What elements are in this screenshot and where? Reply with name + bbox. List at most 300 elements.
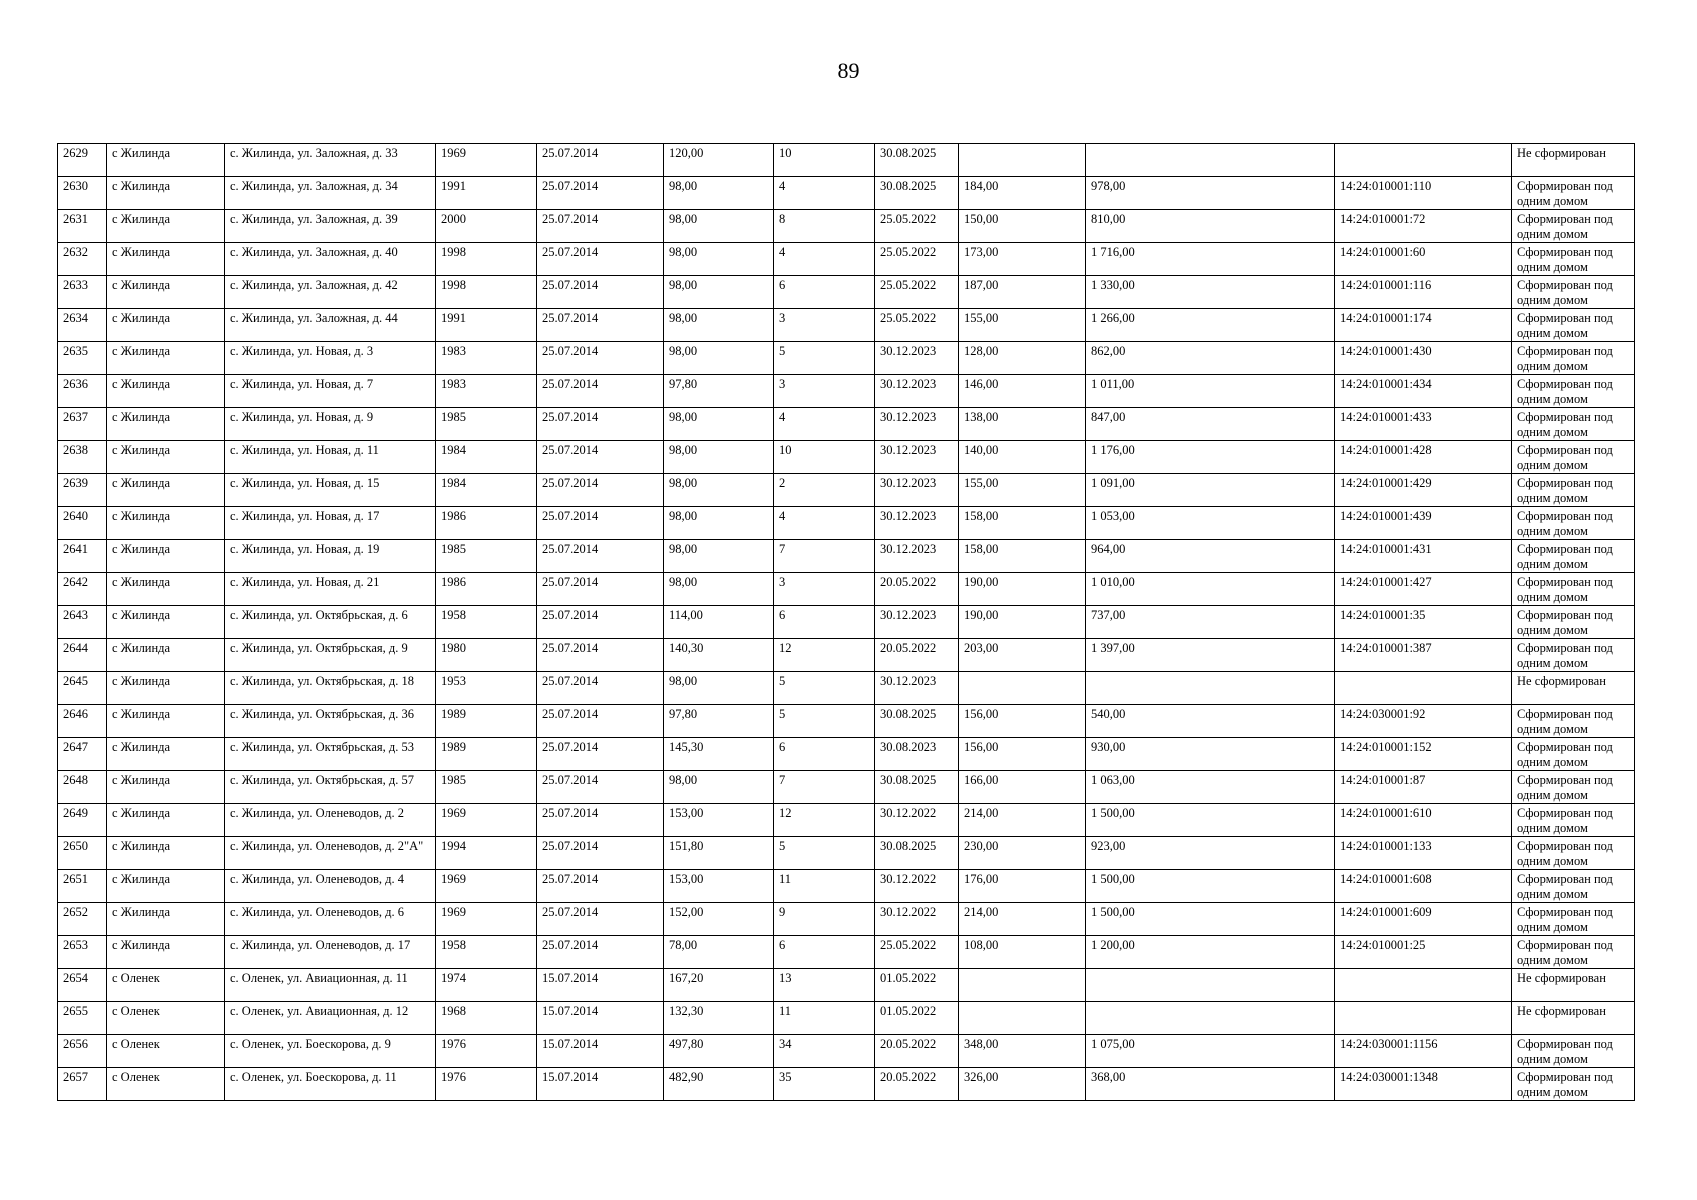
residents-cell: 34 [774, 1035, 875, 1068]
land-area-b-cell: 540,00 [1086, 705, 1335, 738]
row-number-cell: 2650 [58, 837, 107, 870]
address-cell: с. Оленек, ул. Авиационная, д. 11 [225, 969, 436, 1002]
address-cell: с. Жилинда, ул. Оленеводов, д. 4 [225, 870, 436, 903]
year-built-cell: 1976 [436, 1035, 537, 1068]
address-cell: с. Жилинда, ул. Октябрьская, д. 9 [225, 639, 436, 672]
residents-cell: 7 [774, 771, 875, 804]
address-cell: с. Жилинда, ул. Оленеводов, д. 2 [225, 804, 436, 837]
land-area-b-cell: 1 010,00 [1086, 573, 1335, 606]
residents-cell: 11 [774, 870, 875, 903]
address-cell: с. Жилинда, ул. Оленеводов, д. 6 [225, 903, 436, 936]
land-status-cell: Не сформирован [1512, 969, 1635, 1002]
deadline-cell: 30.12.2023 [875, 606, 959, 639]
land-area-b-cell: 847,00 [1086, 408, 1335, 441]
cadastral-number-cell: 14:24:010001:110 [1335, 177, 1512, 210]
deadline-cell: 30.12.2023 [875, 441, 959, 474]
residents-cell: 3 [774, 309, 875, 342]
year-built-cell: 1991 [436, 177, 537, 210]
land-area-b-cell: 810,00 [1086, 210, 1335, 243]
registration-date-cell: 25.07.2014 [537, 606, 664, 639]
table-row [58, 705, 1635, 738]
row-number-cell: 2655 [58, 1002, 107, 1035]
deadline-cell: 30.08.2025 [875, 705, 959, 738]
land-status-cell: Сформирован под одним домом [1512, 210, 1635, 243]
year-built-cell: 1976 [436, 1068, 537, 1101]
registration-date-cell: 25.07.2014 [537, 408, 664, 441]
row-number-cell: 2642 [58, 573, 107, 606]
land-area-a-cell: 166,00 [959, 771, 1086, 804]
land-area-a-cell: 173,00 [959, 243, 1086, 276]
land-status-cell: Сформирован под одним домом [1512, 276, 1635, 309]
deadline-cell: 30.12.2023 [875, 375, 959, 408]
settlement-cell: с Жилинда [107, 639, 225, 672]
table-row [58, 144, 1635, 177]
land-area-a-cell: 230,00 [959, 837, 1086, 870]
settlement-cell: с Жилинда [107, 408, 225, 441]
area-cell: 140,30 [664, 639, 774, 672]
cadastral-number-cell: 14:24:010001:608 [1335, 870, 1512, 903]
area-cell: 97,80 [664, 705, 774, 738]
cadastral-number-cell: 14:24:010001:433 [1335, 408, 1512, 441]
land-area-b-cell: 964,00 [1086, 540, 1335, 573]
settlement-cell: с Жилинда [107, 177, 225, 210]
settlement-cell: с Жилинда [107, 870, 225, 903]
land-status-cell: Сформирован под одним домом [1512, 375, 1635, 408]
table-row [58, 771, 1635, 804]
land-area-b-cell: 1 330,00 [1086, 276, 1335, 309]
registration-date-cell: 15.07.2014 [537, 1035, 664, 1068]
table-row [58, 408, 1635, 441]
residents-cell: 6 [774, 738, 875, 771]
land-status-cell: Сформирован под одним домом [1512, 738, 1635, 771]
land-status-cell: Сформирован под одним домом [1512, 243, 1635, 276]
land-status-cell: Сформирован под одним домом [1512, 606, 1635, 639]
row-number-cell: 2645 [58, 672, 107, 705]
year-built-cell: 1985 [436, 540, 537, 573]
registration-date-cell: 25.07.2014 [537, 210, 664, 243]
year-built-cell: 1986 [436, 573, 537, 606]
land-status-cell: Сформирован под одним домом [1512, 870, 1635, 903]
land-status-cell: Сформирован под одним домом [1512, 540, 1635, 573]
registration-date-cell: 25.07.2014 [537, 870, 664, 903]
table-row [58, 210, 1635, 243]
table-row [58, 1068, 1635, 1101]
housing-registry-table [57, 143, 1635, 1101]
table-row [58, 606, 1635, 639]
row-number-cell: 2648 [58, 771, 107, 804]
deadline-cell: 25.05.2022 [875, 936, 959, 969]
settlement-cell: с Жилинда [107, 705, 225, 738]
row-number-cell: 2636 [58, 375, 107, 408]
table-row [58, 573, 1635, 606]
land-area-a-cell: 214,00 [959, 804, 1086, 837]
residents-cell: 2 [774, 474, 875, 507]
address-cell: с. Жилинда, ул. Оленеводов, д. 17 [225, 936, 436, 969]
table-row [58, 870, 1635, 903]
table-row [58, 474, 1635, 507]
row-number-cell: 2640 [58, 507, 107, 540]
residents-cell: 6 [774, 276, 875, 309]
land-area-a-cell: 176,00 [959, 870, 1086, 903]
registration-date-cell: 25.07.2014 [537, 705, 664, 738]
land-status-cell: Сформирован под одним домом [1512, 441, 1635, 474]
year-built-cell: 1983 [436, 375, 537, 408]
deadline-cell: 01.05.2022 [875, 969, 959, 1002]
land-status-cell: Сформирован под одним домом [1512, 804, 1635, 837]
registration-date-cell: 25.07.2014 [537, 639, 664, 672]
land-area-b-cell: 1 200,00 [1086, 936, 1335, 969]
land-status-cell: Сформирован под одним домом [1512, 1035, 1635, 1068]
area-cell: 98,00 [664, 474, 774, 507]
registration-date-cell: 25.07.2014 [537, 738, 664, 771]
year-built-cell: 2000 [436, 210, 537, 243]
area-cell: 98,00 [664, 573, 774, 606]
deadline-cell: 25.05.2022 [875, 309, 959, 342]
land-area-b-cell [1086, 969, 1335, 1002]
cadastral-number-cell [1335, 1002, 1512, 1035]
land-area-a-cell [959, 969, 1086, 1002]
registration-date-cell: 25.07.2014 [537, 276, 664, 309]
table-row [58, 177, 1635, 210]
table-row [58, 243, 1635, 276]
residents-cell: 4 [774, 408, 875, 441]
address-cell: с. Жилинда, ул. Октябрьская, д. 53 [225, 738, 436, 771]
address-cell: с. Жилинда, ул. Новая, д. 11 [225, 441, 436, 474]
year-built-cell: 1974 [436, 969, 537, 1002]
area-cell: 98,00 [664, 177, 774, 210]
residents-cell: 5 [774, 837, 875, 870]
land-status-cell: Сформирован под одним домом [1512, 705, 1635, 738]
residents-cell: 13 [774, 969, 875, 1002]
land-area-b-cell [1086, 144, 1335, 177]
year-built-cell: 1989 [436, 705, 537, 738]
settlement-cell: с Жилинда [107, 936, 225, 969]
settlement-cell: с Оленек [107, 1068, 225, 1101]
residents-cell: 7 [774, 540, 875, 573]
land-area-b-cell: 1 266,00 [1086, 309, 1335, 342]
address-cell: с. Жилинда, ул. Заложная, д. 39 [225, 210, 436, 243]
land-area-a-cell: 146,00 [959, 375, 1086, 408]
row-number-cell: 2629 [58, 144, 107, 177]
table-row [58, 738, 1635, 771]
table-row [58, 276, 1635, 309]
land-area-a-cell: 128,00 [959, 342, 1086, 375]
settlement-cell: с Жилинда [107, 540, 225, 573]
area-cell: 98,00 [664, 243, 774, 276]
year-built-cell: 1968 [436, 1002, 537, 1035]
row-number-cell: 2630 [58, 177, 107, 210]
residents-cell: 8 [774, 210, 875, 243]
residents-cell: 12 [774, 639, 875, 672]
residents-cell: 3 [774, 375, 875, 408]
registration-date-cell: 25.07.2014 [537, 342, 664, 375]
registration-date-cell: 25.07.2014 [537, 771, 664, 804]
residents-cell: 6 [774, 936, 875, 969]
land-area-b-cell: 1 397,00 [1086, 639, 1335, 672]
address-cell: с. Жилинда, ул. Новая, д. 7 [225, 375, 436, 408]
cadastral-number-cell [1335, 969, 1512, 1002]
deadline-cell: 30.12.2022 [875, 804, 959, 837]
row-number-cell: 2643 [58, 606, 107, 639]
registration-date-cell: 25.07.2014 [537, 936, 664, 969]
deadline-cell: 30.08.2025 [875, 837, 959, 870]
land-status-cell: Сформирован под одним домом [1512, 1068, 1635, 1101]
address-cell: с. Оленек, ул. Боескорова, д. 9 [225, 1035, 436, 1068]
address-cell: с. Жилинда, ул. Октябрьская, д. 6 [225, 606, 436, 639]
settlement-cell: с Жилинда [107, 276, 225, 309]
table-row [58, 936, 1635, 969]
land-area-b-cell: 1 500,00 [1086, 903, 1335, 936]
area-cell: 132,30 [664, 1002, 774, 1035]
cadastral-number-cell: 14:24:010001:60 [1335, 243, 1512, 276]
cadastral-number-cell: 14:24:010001:609 [1335, 903, 1512, 936]
table-row [58, 375, 1635, 408]
deadline-cell: 30.08.2025 [875, 177, 959, 210]
area-cell: 482,90 [664, 1068, 774, 1101]
deadline-cell: 30.12.2023 [875, 474, 959, 507]
year-built-cell: 1969 [436, 804, 537, 837]
address-cell: с. Жилинда, ул. Октябрьская, д. 57 [225, 771, 436, 804]
year-built-cell: 1953 [436, 672, 537, 705]
deadline-cell: 30.12.2023 [875, 672, 959, 705]
table-row [58, 309, 1635, 342]
cadastral-number-cell: 14:24:010001:430 [1335, 342, 1512, 375]
row-number-cell: 2634 [58, 309, 107, 342]
table-row [58, 837, 1635, 870]
settlement-cell: с Жилинда [107, 441, 225, 474]
land-area-b-cell: 923,00 [1086, 837, 1335, 870]
area-cell: 497,80 [664, 1035, 774, 1068]
land-status-cell: Сформирован под одним домом [1512, 639, 1635, 672]
land-area-b-cell: 1 011,00 [1086, 375, 1335, 408]
residents-cell: 4 [774, 243, 875, 276]
registration-date-cell: 25.07.2014 [537, 903, 664, 936]
year-built-cell: 1985 [436, 771, 537, 804]
year-built-cell: 1994 [436, 837, 537, 870]
land-area-a-cell [959, 672, 1086, 705]
residents-cell: 4 [774, 507, 875, 540]
area-cell: 152,00 [664, 903, 774, 936]
land-area-b-cell: 737,00 [1086, 606, 1335, 639]
table-row [58, 903, 1635, 936]
cadastral-number-cell: 14:24:030001:92 [1335, 705, 1512, 738]
row-number-cell: 2631 [58, 210, 107, 243]
row-number-cell: 2639 [58, 474, 107, 507]
land-status-cell: Сформирован под одним домом [1512, 837, 1635, 870]
row-number-cell: 2646 [58, 705, 107, 738]
year-built-cell: 1969 [436, 144, 537, 177]
row-number-cell: 2657 [58, 1068, 107, 1101]
settlement-cell: с Жилинда [107, 243, 225, 276]
settlement-cell: с Оленек [107, 969, 225, 1002]
cadastral-number-cell: 14:24:010001:387 [1335, 639, 1512, 672]
cadastral-number-cell: 14:24:010001:72 [1335, 210, 1512, 243]
cadastral-number-cell: 14:24:010001:439 [1335, 507, 1512, 540]
deadline-cell: 30.12.2023 [875, 540, 959, 573]
land-status-cell: Сформирован под одним домом [1512, 408, 1635, 441]
land-area-a-cell: 214,00 [959, 903, 1086, 936]
land-area-a-cell: 156,00 [959, 705, 1086, 738]
cadastral-number-cell: 14:24:010001:428 [1335, 441, 1512, 474]
land-area-a-cell: 108,00 [959, 936, 1086, 969]
table-row [58, 507, 1635, 540]
area-cell: 98,00 [664, 771, 774, 804]
land-area-b-cell: 1 091,00 [1086, 474, 1335, 507]
area-cell: 98,00 [664, 342, 774, 375]
residents-cell: 12 [774, 804, 875, 837]
land-area-b-cell: 1 716,00 [1086, 243, 1335, 276]
land-area-b-cell: 1 053,00 [1086, 507, 1335, 540]
cadastral-number-cell: 14:24:010001:174 [1335, 309, 1512, 342]
year-built-cell: 1958 [436, 606, 537, 639]
row-number-cell: 2653 [58, 936, 107, 969]
table-row [58, 1002, 1635, 1035]
cadastral-number-cell: 14:24:010001:434 [1335, 375, 1512, 408]
area-cell: 98,00 [664, 540, 774, 573]
year-built-cell: 1989 [436, 738, 537, 771]
row-number-cell: 2633 [58, 276, 107, 309]
registration-date-cell: 25.07.2014 [537, 375, 664, 408]
land-area-b-cell [1086, 1002, 1335, 1035]
row-number-cell: 2635 [58, 342, 107, 375]
settlement-cell: с Жилинда [107, 210, 225, 243]
year-built-cell: 1998 [436, 243, 537, 276]
land-area-a-cell: 190,00 [959, 606, 1086, 639]
settlement-cell: с Жилинда [107, 375, 225, 408]
land-area-b-cell: 1 063,00 [1086, 771, 1335, 804]
land-area-b-cell: 368,00 [1086, 1068, 1335, 1101]
area-cell: 78,00 [664, 936, 774, 969]
registration-date-cell: 25.07.2014 [537, 837, 664, 870]
settlement-cell: с Жилинда [107, 672, 225, 705]
registration-date-cell: 15.07.2014 [537, 1068, 664, 1101]
year-built-cell: 1969 [436, 903, 537, 936]
cadastral-number-cell: 14:24:010001:431 [1335, 540, 1512, 573]
deadline-cell: 30.08.2025 [875, 144, 959, 177]
cadastral-number-cell: 14:24:010001:25 [1335, 936, 1512, 969]
land-area-a-cell: 140,00 [959, 441, 1086, 474]
page-number: 89 [837, 58, 860, 83]
cadastral-number-cell: 14:24:030001:1348 [1335, 1068, 1512, 1101]
cadastral-number-cell [1335, 672, 1512, 705]
year-built-cell: 1969 [436, 870, 537, 903]
year-built-cell: 1986 [436, 507, 537, 540]
land-status-cell: Сформирован под одним домом [1512, 309, 1635, 342]
land-area-b-cell [1086, 672, 1335, 705]
land-area-a-cell: 155,00 [959, 474, 1086, 507]
year-built-cell: 1983 [436, 342, 537, 375]
area-cell: 98,00 [664, 507, 774, 540]
land-status-cell: Сформирован под одним домом [1512, 177, 1635, 210]
cadastral-number-cell: 14:24:010001:152 [1335, 738, 1512, 771]
area-cell: 98,00 [664, 672, 774, 705]
registration-date-cell: 25.07.2014 [537, 309, 664, 342]
residents-cell: 10 [774, 441, 875, 474]
land-status-cell: Не сформирован [1512, 1002, 1635, 1035]
area-cell: 151,80 [664, 837, 774, 870]
address-cell: с. Жилинда, ул. Новая, д. 9 [225, 408, 436, 441]
cadastral-number-cell: 14:24:010001:35 [1335, 606, 1512, 639]
row-number-cell: 2656 [58, 1035, 107, 1068]
settlement-cell: с Жилинда [107, 837, 225, 870]
area-cell: 97,80 [664, 375, 774, 408]
area-cell: 98,00 [664, 276, 774, 309]
residents-cell: 10 [774, 144, 875, 177]
residents-cell: 35 [774, 1068, 875, 1101]
residents-cell: 6 [774, 606, 875, 639]
settlement-cell: с Оленек [107, 1002, 225, 1035]
address-cell: с. Жилинда, ул. Новая, д. 19 [225, 540, 436, 573]
address-cell: с. Оленек, ул. Боескорова, д. 11 [225, 1068, 436, 1101]
land-area-a-cell [959, 1002, 1086, 1035]
land-status-cell: Сформирован под одним домом [1512, 771, 1635, 804]
registration-date-cell: 25.07.2014 [537, 540, 664, 573]
registration-date-cell: 25.07.2014 [537, 243, 664, 276]
row-number-cell: 2652 [58, 903, 107, 936]
address-cell: с. Жилинда, ул. Новая, д. 21 [225, 573, 436, 606]
deadline-cell: 20.05.2022 [875, 1035, 959, 1068]
area-cell: 98,00 [664, 408, 774, 441]
table-row [58, 672, 1635, 705]
registration-date-cell: 25.07.2014 [537, 507, 664, 540]
deadline-cell: 25.05.2022 [875, 276, 959, 309]
settlement-cell: с Жилинда [107, 507, 225, 540]
table-row [58, 441, 1635, 474]
row-number-cell: 2649 [58, 804, 107, 837]
deadline-cell: 25.05.2022 [875, 210, 959, 243]
year-built-cell: 1998 [436, 276, 537, 309]
area-cell: 153,00 [664, 870, 774, 903]
land-area-b-cell: 978,00 [1086, 177, 1335, 210]
area-cell: 98,00 [664, 210, 774, 243]
deadline-cell: 30.12.2022 [875, 903, 959, 936]
registration-date-cell: 25.07.2014 [537, 144, 664, 177]
residents-cell: 5 [774, 342, 875, 375]
address-cell: с. Жилинда, ул. Октябрьская, д. 36 [225, 705, 436, 738]
land-status-cell: Сформирован под одним домом [1512, 342, 1635, 375]
registration-date-cell: 25.07.2014 [537, 441, 664, 474]
deadline-cell: 30.12.2023 [875, 342, 959, 375]
table-row [58, 969, 1635, 1002]
cadastral-number-cell: 14:24:010001:133 [1335, 837, 1512, 870]
land-status-cell: Сформирован под одним домом [1512, 903, 1635, 936]
table-row [58, 1035, 1635, 1068]
deadline-cell: 30.08.2023 [875, 738, 959, 771]
land-area-b-cell: 930,00 [1086, 738, 1335, 771]
land-area-a-cell: 184,00 [959, 177, 1086, 210]
land-area-b-cell: 1 176,00 [1086, 441, 1335, 474]
settlement-cell: с Жилинда [107, 738, 225, 771]
address-cell: с. Жилинда, ул. Новая, д. 17 [225, 507, 436, 540]
row-number-cell: 2632 [58, 243, 107, 276]
row-number-cell: 2644 [58, 639, 107, 672]
year-built-cell: 1984 [436, 441, 537, 474]
deadline-cell: 25.05.2022 [875, 243, 959, 276]
registration-date-cell: 25.07.2014 [537, 804, 664, 837]
address-cell: с. Жилинда, ул. Заложная, д. 42 [225, 276, 436, 309]
address-cell: с. Жилинда, ул. Новая, д. 3 [225, 342, 436, 375]
residents-cell: 5 [774, 672, 875, 705]
table-row [58, 804, 1635, 837]
land-area-a-cell: 326,00 [959, 1068, 1086, 1101]
cadastral-number-cell: 14:24:010001:87 [1335, 771, 1512, 804]
area-cell: 153,00 [664, 804, 774, 837]
residents-cell: 3 [774, 573, 875, 606]
settlement-cell: с Жилинда [107, 804, 225, 837]
land-status-cell: Сформирован под одним домом [1512, 573, 1635, 606]
registration-date-cell: 25.07.2014 [537, 177, 664, 210]
deadline-cell: 30.12.2023 [875, 408, 959, 441]
